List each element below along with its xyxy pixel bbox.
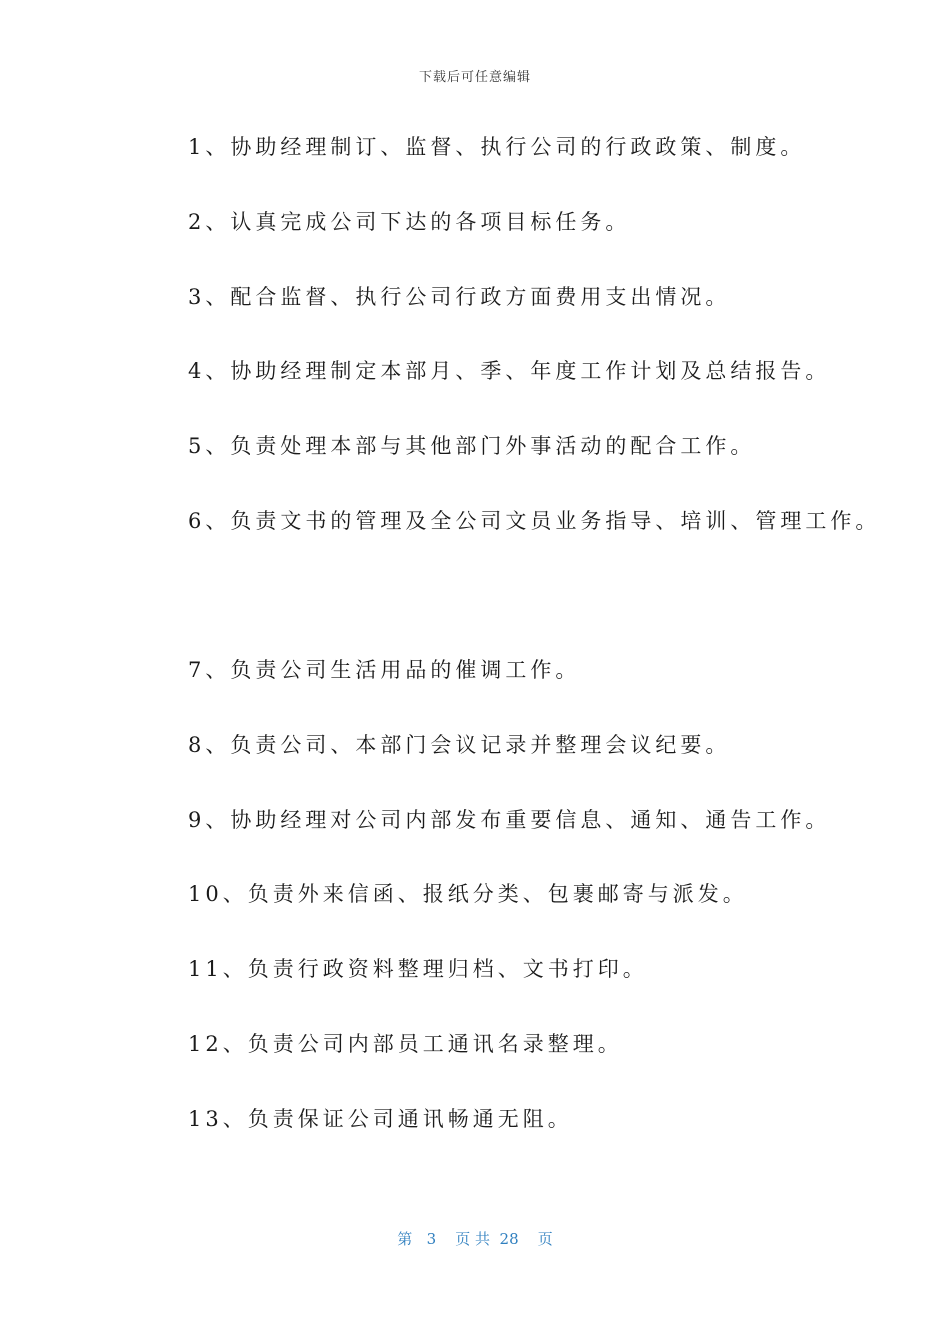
footer-suffix: 页 <box>537 1230 553 1248</box>
list-item: 5、负责处理本部与其他部门外事活动的配合工作。 <box>188 434 756 458</box>
list-item: 10、负责外来信函、报纸分类、包裹邮寄与派发。 <box>188 882 748 906</box>
list-item: 8、负责公司、本部门会议记录并整理会议纪要。 <box>188 733 731 757</box>
list-item: 12、负责公司内部员工通讯名录整理。 <box>188 1032 623 1056</box>
page-header: 下载后可任意编辑 <box>418 70 531 85</box>
footer-prefix: 第 <box>397 1230 413 1248</box>
list-item: 13、负责保证公司通讯畅通无阻。 <box>188 1107 573 1131</box>
list-item: 1、协助经理制订、监督、执行公司的行政政策、制度。 <box>188 135 806 159</box>
page-footer <box>0 1228 950 1249</box>
list-item: 6、负责文书的管理及全公司文员业务指导、培训、管理工作。 <box>188 509 881 533</box>
current-page-number: 3 <box>426 1230 437 1248</box>
total-pages-number: 28 <box>499 1230 519 1248</box>
list-item: 4、协助经理制定本部月、季、年度工作计划及总结报告。 <box>188 359 831 383</box>
footer-middle: 页 共 <box>455 1230 490 1248</box>
list-item: 11、负责行政资料整理归档、文书打印。 <box>188 957 648 981</box>
list-item: 7、负责公司生活用品的催调工作。 <box>188 658 581 682</box>
list-item: 2、认真完成公司下达的各项目标任务。 <box>188 210 631 234</box>
list-item: 9、协助经理对公司内部发布重要信息、通知、通告工作。 <box>188 808 831 832</box>
list-item: 3、配合监督、执行公司行政方面费用支出情况。 <box>188 285 731 309</box>
